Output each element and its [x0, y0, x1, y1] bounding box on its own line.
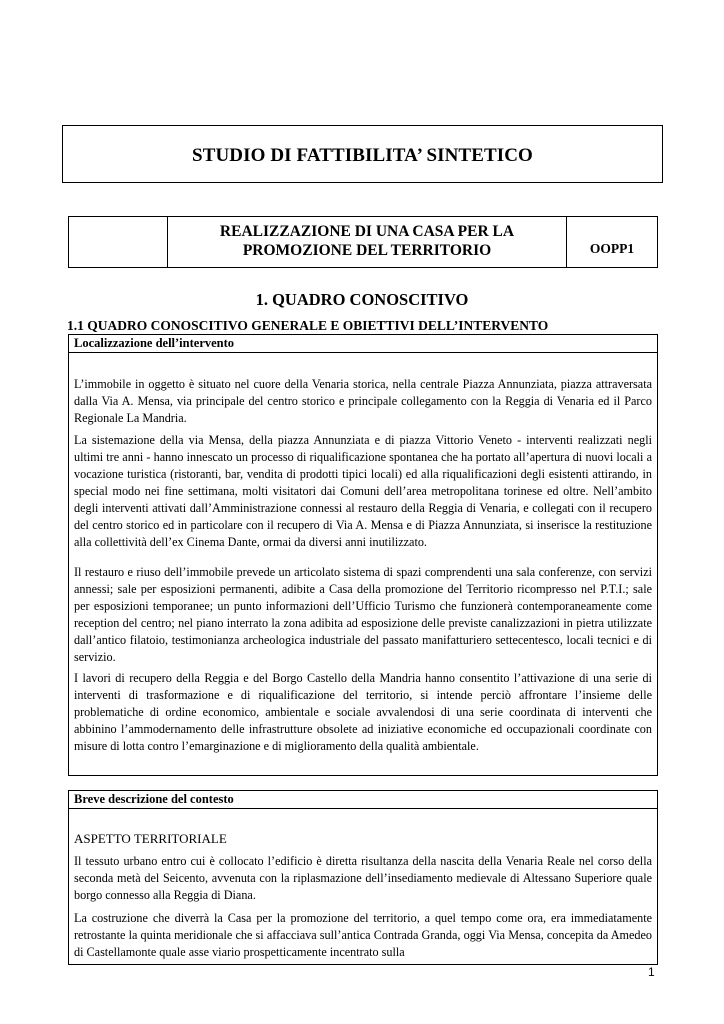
project-header-table: [68, 216, 658, 268]
header-cell-project: [168, 217, 567, 267]
section-heading: 1. QUADRO CONOSCITIVO: [255, 290, 469, 309]
project-title-line1: REALIZZAZIONE DI UNA CASA PER LA: [219, 223, 515, 240]
localization-paragraph-1: L’immobile in oggetto è situato nel cuore della Venaria storica, nella centrale Piazza Annunziata, piazza attraversata dalla Via A. Mensa, via principale del centro storico e principale collegamento con la Reggia di Venaria ed il Parco Regionale La Mandria.: [74, 377, 652, 425]
header-cell-code: [567, 217, 657, 267]
localization-section: [68, 334, 658, 776]
context-section: [68, 790, 658, 965]
context-header: Breve descrizione del contesto: [69, 791, 657, 809]
localization-paragraph-3: Il restauro e riuso dell’immobile prevede un articolato sistema di spazi comprendenti una sala conferenze, con servizi annessi; sale per esposizioni permanenti, adibite a Casa della promozione del Territorio ricompresso nel P.T.I.; sale per esposizioni temporanee; un punto informazioni dell’Ufficio Turismo che funzionerà contemporaneamente come reception del centro; nel piano interrato la zona adibita ad esposizione delle previste canalizzazioni in pietra utilizzate dall’antico filatoio, testimonianza archeologica industriale del passato manifatturiero settecentesco, locali tecnici e di servizio.: [74, 565, 652, 664]
localization-paragraph-2: La sistemazione della via Mensa, della piazza Annunziata e di piazza Vittorio Veneto - interventi realizzati negli ultimi tre anni - hanno innescato un processo di riqualificazione spontanea che ha portato all’apertura di nuovi locali a vocazione turistica (ristoranti, bar, vendita di prodotti tipici locali) ed alla riqualificazioni degli esistenti attirando, in special modo nei fine settimana, molti visitatori dai Comuni dell’area metropolitana torinese ed oltre. Nell’ambito degli interventi attivati dall’Amministrazione connessi al restauro della Reggia di Venaria, e collegati con il recupero del centro storico ed in particolare con il recupero di Via A. Mensa e di Piazza Annunziata, si inserisce la restituzione alla collettività dell’ex Cinema Dante, ormai da diversi anni inutilizzato.: [74, 433, 652, 549]
header-cell-empty: [69, 217, 168, 267]
context-paragraph-1: Il tessuto urbano entro cui è collocato l’edificio è diretta risultanza della nascita della Venaria Reale nel corso della seconda metà del Seicento, avvenuta con la riplasmazione dell’insediamento medievale di Altessano Superiore quale borgo connesso alla Reggia di Diana.: [74, 854, 652, 902]
document-title-box: [62, 125, 663, 183]
footer-divider: [68, 964, 658, 965]
document-title: STUDIO DI FATTIBILITA’ SINTETICO: [192, 145, 533, 166]
localization-paragraph-4: I lavori di recupero della Reggia e del Borgo Castello della Mandria hanno consentito l’attivazione di una serie di interventi di trasformazione e di riqualificazione del territorio, si intende perciò affrontare l’insieme delle problematiche di ordine economico, ambientale e sociale avvalendosi di una serie coordinata di interventi che abbinino l’ammodernamento delle infrastrutture obsolete ad iniziative economiche ed occupazionali coordinate con misure di lotta contro l’emarginazione e di miglioramento della qualità ambientale.: [74, 671, 652, 753]
project-title-line2: PROMOZIONE DEL TERRITORIO: [242, 242, 492, 259]
context-subtitle: ASPETTO TERRITORIALE: [74, 831, 227, 846]
context-paragraph-2: La costruzione che diverrà la Casa per la promozione del territorio, a quel tempo come ora, era immediatamente retrostante la quinta meridionale che si affacciava sull’antica Contrada Granda, oggi Via Mensa, concepita da Amedeo di Castellamonte quale asse viario prospetticamente incentrato sulla: [74, 911, 652, 959]
project-code: OOPP1: [589, 241, 635, 256]
localization-header: Localizzazione dell’intervento: [69, 335, 657, 353]
subsection-heading: 1.1 QUADRO CONOSCITIVO GENERALE E OBIETTIVI DELL’INTERVENTO: [67, 318, 549, 333]
page-number: 1: [648, 965, 655, 979]
